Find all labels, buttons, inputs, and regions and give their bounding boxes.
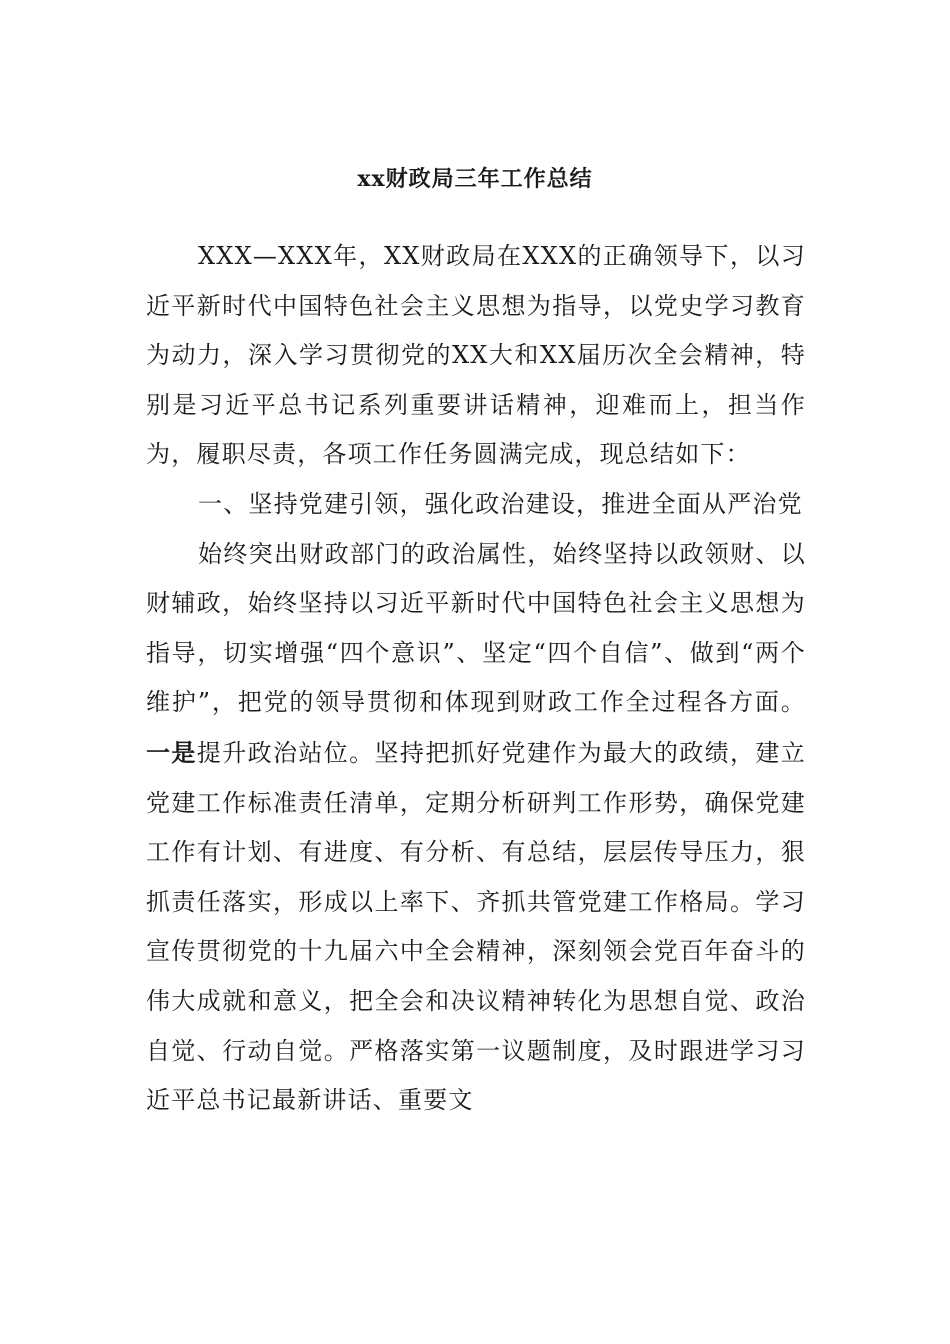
section-heading-1: 一、坚持党建引领，强化政治建设，推进全面从严治党 [198,489,803,518]
paragraph-text-before: 始终突出财政部门的政治属性，始终坚持以政领财、以财辅政，始终坚持以习近平新时代中国特色社会主义思想为指导，切实增强“四个意识”、坚定“四个自信”、做到“两个维护”，把党的领导贯彻和体现到财政工作全过程各方面。 [146,539,806,717]
bold-marker: 一是 [146,737,197,767]
intro-paragraph: XXX—XXX年，XX财政局在XXX的正确领导下，以习近平新时代中国特色社会主义思想为指导，以党史学习教育为动力，深入学习贯彻党的XX大和XX届历次全会精神，特别是习近平总书记系列重要讲话精神，迎难而上，担当作为，履职尽责，各项工作任务圆满完成，现总结如下： [146,242,806,469]
document-title: xx财政局三年工作总结 [357,166,593,192]
section-1-paragraph [146,530,806,1126]
document-body [146,232,806,1126]
paragraph-text-after: 提升政治站位。坚持把抓好党建作为最大的政绩，建立党建工作标准责任清单，定期分析研判工作形势，确保党建工作有计划、有进度、有分析、有总结，层层传导压力，狠抓责任落实，形成以上率下、齐抓共管党建工作格局。学习宣传贯彻党的十九届六中全会精神，深刻领会党百年奋斗的伟大成就和意义，把全会和决议精神转化为思想自觉、政治自觉、行动自觉。严格落实第一议题制度，及时跟进学习习近平总书记最新讲话、重要文 [146,738,806,1115]
